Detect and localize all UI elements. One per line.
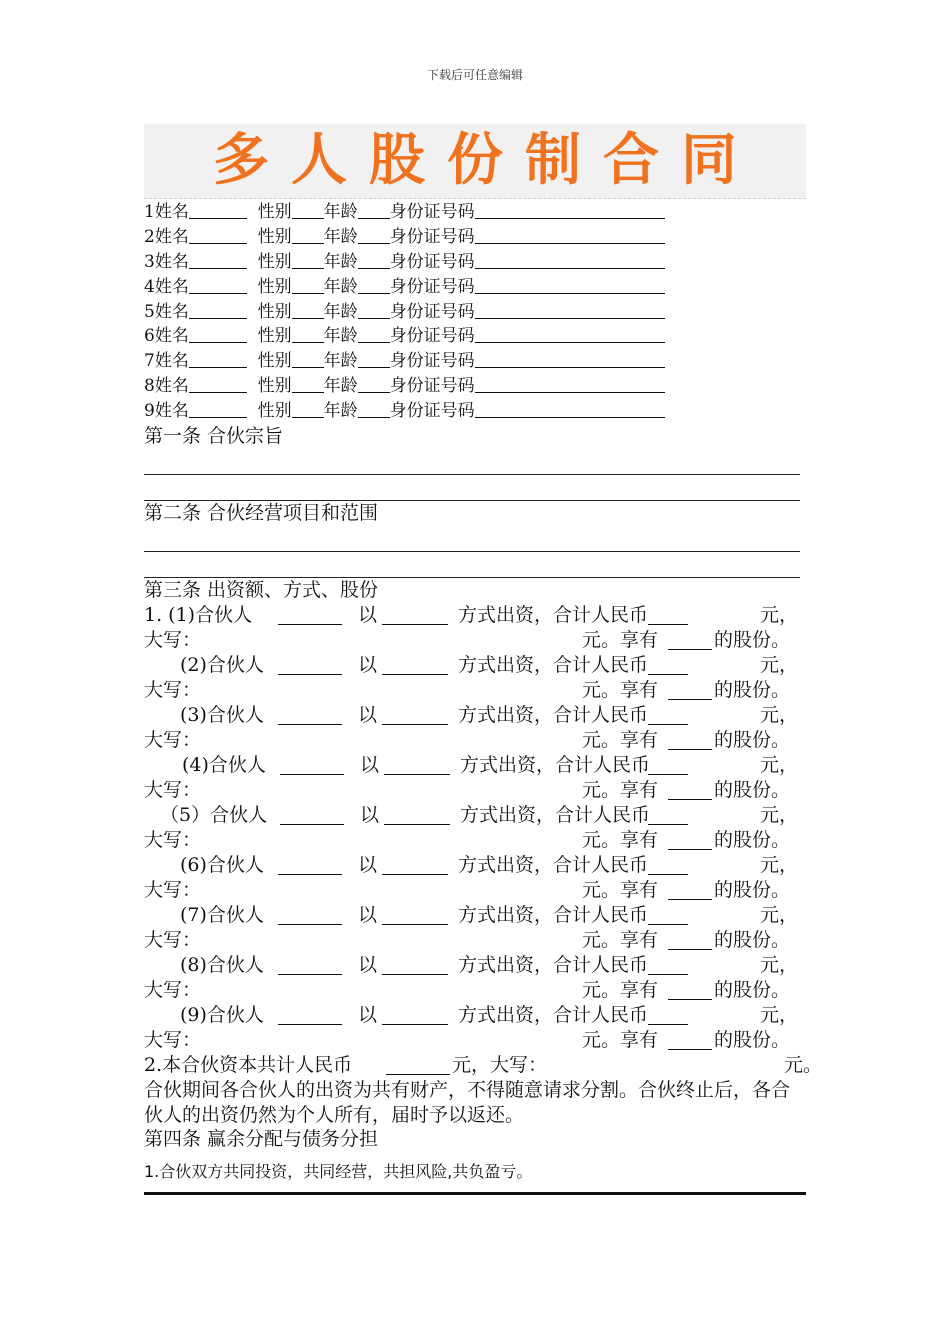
title-band bbox=[144, 124, 806, 199]
contribution-row: (4)合伙人 以 方式出资，合计人民币 元， bbox=[182, 754, 799, 777]
header-note: 下载后可任意编辑 bbox=[426, 68, 523, 82]
fill-line bbox=[144, 475, 800, 501]
partner-row: 7姓名 性别 年龄 身份证号码 bbox=[144, 349, 806, 374]
fill-line bbox=[144, 526, 800, 552]
contribution-row: 1. (1)合伙人 以 方式出资，合计人民币 元， bbox=[144, 604, 799, 627]
contribution-list bbox=[144, 603, 806, 1053]
contribution-daxie-row: 大写： 元。享有 的股份。 bbox=[144, 729, 791, 752]
partner-list bbox=[144, 200, 806, 424]
article-2-heading: 第二条 合伙经营项目和范围 bbox=[144, 502, 379, 525]
contribution-row: (3)合伙人 以 方式出资，合计人民币 元， bbox=[180, 704, 799, 727]
contribution-row: (8)合伙人 以 方式出资，合计人民币 元， bbox=[180, 954, 799, 977]
contribution-daxie-row: 大写： 元。享有 的股份。 bbox=[144, 629, 791, 652]
partner-row: 9姓名 性别 年龄 身份证号码 bbox=[144, 399, 806, 424]
contribution-row: (6)合伙人 以 方式出资，合计人民币 元， bbox=[180, 854, 799, 877]
document-title: 多人股份制合同 bbox=[213, 128, 759, 193]
contribution-daxie-row: 大写： 元。享有 的股份。 bbox=[144, 679, 791, 702]
partner-row: 5姓名 性别 年龄 身份证号码 bbox=[144, 300, 806, 325]
article-3-heading: 第三条 出资额、方式、股份 bbox=[144, 579, 379, 602]
document-body bbox=[144, 200, 823, 1195]
contribution-daxie-row: 大写： 元。享有 的股份。 bbox=[144, 779, 791, 802]
partner-row: 4姓名 性别 年龄 身份证号码 bbox=[144, 275, 806, 300]
partner-row: 6姓名 性别 年龄 身份证号码 bbox=[144, 324, 806, 349]
partner-row: 2姓名 性别 年龄 身份证号码 bbox=[144, 225, 806, 250]
partner-row: 8姓名 性别 年龄 身份证号码 bbox=[144, 374, 806, 399]
partner-row: 3姓名 性别 年龄 身份证号码 bbox=[144, 250, 806, 275]
capital-total-row: 2.本合伙资本共计人民币 元，大写： 元。 bbox=[144, 1054, 823, 1077]
partner-row: 1姓名 性别 年龄 身份证号码 bbox=[144, 200, 806, 225]
contribution-row: (9)合伙人 以 方式出资，合计人民币 元， bbox=[180, 1004, 799, 1027]
property-paragraph: 合伙期间各合伙人的出资为共有财产，不得随意请求分割。合伙终止后，各合伙人的出资仍然为个人所有，届时予以返还。 bbox=[144, 1079, 791, 1126]
fill-line bbox=[144, 449, 800, 475]
contribution-daxie-row: 大写： 元。享有 的股份。 bbox=[144, 879, 791, 902]
contribution-row: （5）合伙人 以 方式出资，合计人民币 元， bbox=[160, 804, 799, 827]
contribution-daxie-row: 大写： 元。享有 的股份。 bbox=[144, 1029, 791, 1052]
contribution-daxie-row: 大写： 元。享有 的股份。 bbox=[144, 979, 791, 1002]
article-4-heading: 第四条 赢余分配与债务分担 bbox=[144, 1128, 379, 1151]
contribution-row: (2)合伙人 以 方式出资，合计人民币 元， bbox=[180, 654, 799, 677]
article-4-item-1: 1.合伙双方共同投资，共同经营，共担风险,共负盈亏。 bbox=[144, 1158, 806, 1195]
article-1-heading: 第一条 合伙宗旨 bbox=[144, 425, 284, 448]
contribution-row: (7)合伙人 以 方式出资，合计人民币 元， bbox=[180, 904, 799, 927]
contribution-daxie-row: 大写： 元。享有 的股份。 bbox=[144, 929, 791, 952]
contribution-daxie-row: 大写： 元。享有 的股份。 bbox=[144, 829, 791, 852]
fill-line bbox=[144, 552, 800, 578]
